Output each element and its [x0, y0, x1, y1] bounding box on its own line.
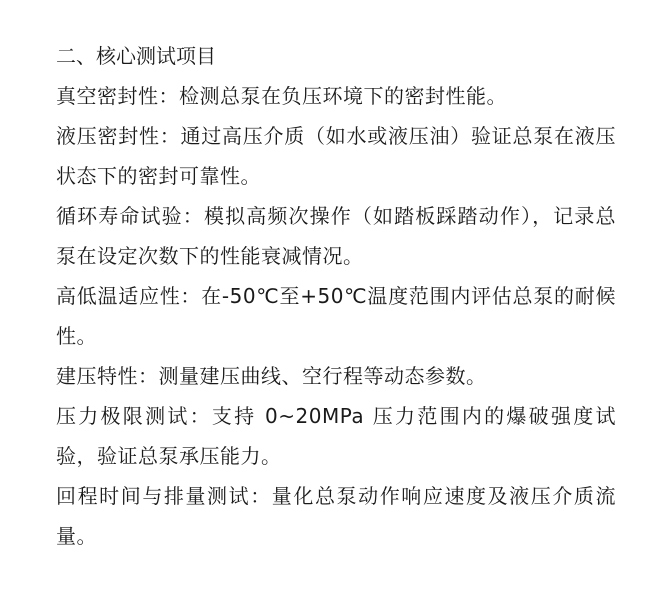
section-heading: 二、核心测试项目	[56, 44, 216, 68]
test-item-pressure-limit: 压力极限测试：支持 0~20MPa 压力范围内的爆破强度试验，验证总泵承压能力。	[56, 404, 616, 468]
test-item-return-time-displacement: 回程时间与排量测试：量化总泵动作响应速度及液压介质流量。	[56, 484, 616, 548]
test-item-vacuum-sealing: 真空密封性：检测总泵在负压环境下的密封性能。	[56, 84, 507, 108]
test-item-hydraulic-sealing: 液压密封性：通过高压介质（如水或液压油）验证总泵在液压状态下的密封可靠性。	[56, 124, 616, 188]
test-item-cycle-life: 循环寿命试验：模拟高频次操作（如踏板踩踏动作），记录总泵在设定次数下的性能衰减情况。	[56, 204, 616, 268]
test-item-pressure-build-up: 建压特性：测量建压曲线、空行程等动态参数。	[56, 364, 487, 388]
document-body	[56, 36, 616, 556]
test-item-temperature-adaptability: 高低温适应性：在-50℃至+50℃温度范围内评估总泵的耐候性。	[56, 284, 616, 348]
